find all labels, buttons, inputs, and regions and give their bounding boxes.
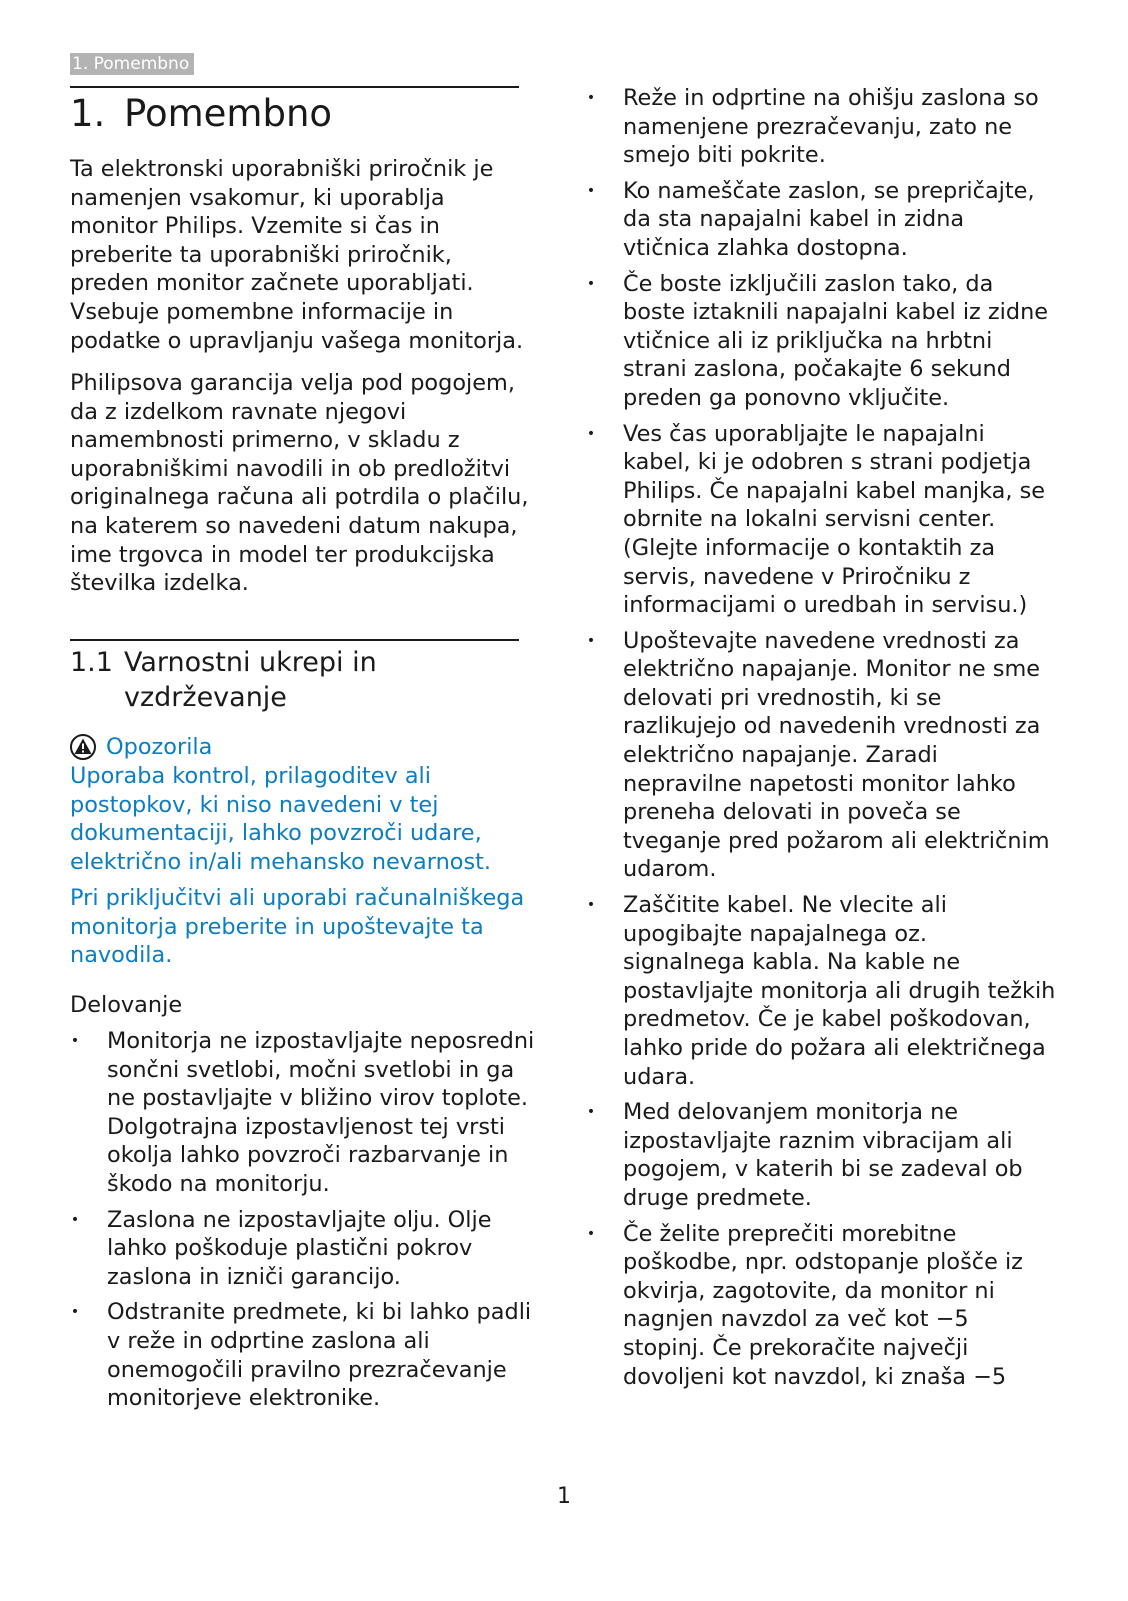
list-item: • Odstranite predmete, ki bi lahko padli v reže in odprtine zaslona ali onemogočili pravilno prezračevanje monitorjeve elektronike. <box>70 1299 532 1412</box>
bullet-icon: • <box>586 897 596 914</box>
page-title-text: Pomembno <box>124 92 333 135</box>
intro-paragraph-2: Philipsova garancija velja pod pogojem, da z izdelkom ravnate njegovi namembnosti primerno, v skladu z uporabniškimi navodili in ob predložitvi originalnega računa ali potrdila o plačilu, na katerem so navedeni datum nakupa, ime trgovca in model ter produkcijska številka izdelka. <box>70 370 529 597</box>
list-item: • Zaslona ne izpostavljajte olju. Olje lahko poškoduje plastični pokrov zaslona in izniči garancijo. <box>70 1206 492 1290</box>
bullet-icon: • <box>586 1225 596 1242</box>
section-top-rule <box>70 639 519 641</box>
bullet-icon: • <box>586 182 596 199</box>
bullet-icon: • <box>70 1033 80 1049</box>
list-item: • Med delovanjem monitorja ne izpostavljajte raznim vibracijam ali pogojem, v katerih bi se zadeval ob druge predmete. <box>586 1099 1023 1211</box>
list-item: • Če boste izključili zaslon tako, da boste iztaknili napajalni kabel iz zidne vtičnice ali iz priključka na hrbtni strani zaslona, počakajte 6 sekund preden ga ponovno vključite. <box>586 270 1049 411</box>
list-item: • Če želite preprečiti morebitne poškodbe, npr. odstopanje plošče iz okvirja, zagotovite, da monitor ni nagnjen navzdol za več kot −5 stopinj. Če prekoračite največji dovoljeni kot navzdol, ki znaša −5 <box>586 1220 1023 1390</box>
warning-title: Opozorila <box>106 734 213 760</box>
warning-text-2: Pri priključitvi ali uporabi računalniškega monitorja preberite in upoštevajte ta navodila. <box>70 885 525 969</box>
section-number: 1.1 <box>70 647 113 678</box>
intro-paragraph-1: Ta elektronski uporabniški priročnik je namenjen vsakomur, ki uporablja monitor Philips. Vzemite si čas in preberite ta uporabniški priročnik, preden monitor začnete uporabljati. Vsebuje pomembne informacije in podatke o upravljanju vašega monitorja. <box>70 156 524 354</box>
bullet-icon: • <box>586 90 596 106</box>
right-bullet-list <box>586 84 1056 1398</box>
left-bullet-list <box>70 1027 540 1420</box>
page-title <box>70 92 332 136</box>
bullet-icon: • <box>586 425 596 442</box>
header-tab: 1. Pomembno <box>70 53 194 75</box>
warning-heading <box>70 733 212 762</box>
list-item: • Ko nameščate zaslon, se prepričajte, da sta napajalni kabel in zidna vtičnica zlahka dostopna. <box>586 177 1035 261</box>
list-item: • Zaščitite kabel. Ne vlecite ali upogibajte napajalnega oz. signalnega kabla. Na kable ne postavljajte monitorja ali drugih težkih predmetov. Če je kabel poškodovan, lahko pride do požara ali električnega udara. <box>586 892 1056 1090</box>
section-title: Varnostni ukrepi in vzdrževanje <box>124 647 377 713</box>
list-item: • Upoštevajte navedene vrednosti za električno napajanje. Monitor ne sme delovati pri vrednostih, ki se razlikujejo od navedenih vrednosti za električno napajanje. Zaradi nepravilne napetosti monitor lahko preneha delovati in poveča se tveganje pred požarom ali električnim udarom. <box>586 627 1050 883</box>
bullet-icon: • <box>586 1104 596 1121</box>
bullet-icon: • <box>70 1211 80 1228</box>
warning-icon <box>70 734 96 760</box>
page-title-number: 1. <box>70 92 106 135</box>
list-item: • Reže in odprtine na ohišju zaslona so namenjene prezračevanju, zato ne smejo biti pokrite. <box>586 85 1039 169</box>
section-heading <box>70 645 424 715</box>
page-number: 1 <box>557 1484 571 1509</box>
warning-text-1: Uporaba kontrol, prilagoditev ali postopkov, ki niso navedeni v tej dokumentaciji, lahko povzroči udare, električno in/ali mehansko nevarnost. <box>70 763 492 875</box>
bullet-icon: • <box>586 632 596 649</box>
bullet-icon: • <box>70 1304 80 1321</box>
title-top-rule <box>70 86 519 88</box>
list-item: • Monitorja ne izpostavljajte neposredni sončni svetlobi, močni svetlobi in ga ne postavljajte v bližino virov toplote. Dolgotrajna izpostavljenost tej vrsti okolja lahko povzroči razbarvanje in škodo na monitorju. <box>70 1028 535 1197</box>
subheading-delovanje: Delovanje <box>70 992 183 1018</box>
list-item: • Ves čas uporabljajte le napajalni kabel, ki je odobren s strani podjetja Philips. Če napajalni kabel manjka, se obrnite na lokalni servisni center. (Glejte informacije o kontaktih za servis, navedene v Priročniku z informacijami o uredbah in servisu.) <box>586 420 1046 619</box>
bullet-icon: • <box>586 275 596 292</box>
